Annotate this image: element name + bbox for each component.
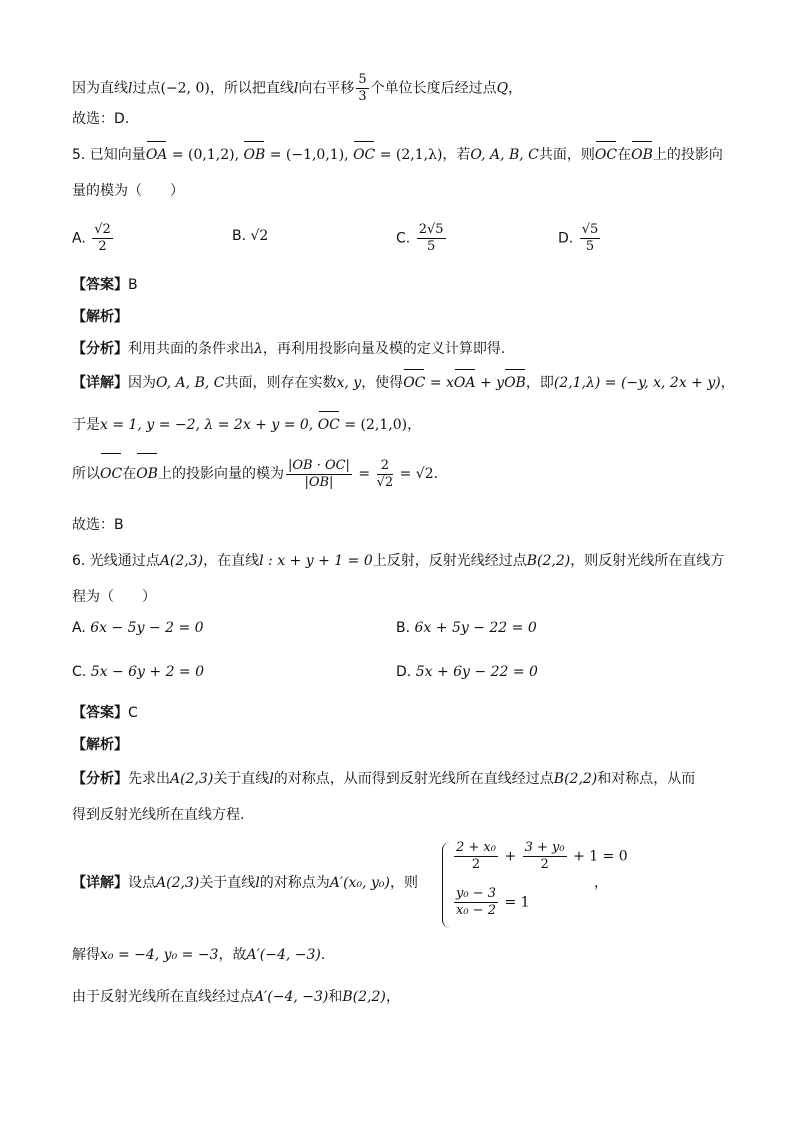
- answer-value: B: [128, 277, 138, 293]
- question-6-stem: [72, 550, 734, 572]
- text-line: [72, 72, 734, 105]
- text: 的对称点为: [259, 875, 330, 891]
- math: = (2,1,0): [339, 417, 408, 433]
- vector: OC: [403, 372, 425, 394]
- text: 利用共面的条件求出: [128, 341, 254, 357]
- math: A(2,3): [159, 553, 204, 569]
- text: 向右平移: [298, 80, 355, 97]
- math: √2: [250, 228, 269, 244]
- answer-tag: 【答案】: [72, 277, 128, 293]
- vector: OB: [243, 144, 265, 166]
- detail-line: [72, 456, 734, 492]
- text: 共面，则存在实数: [224, 375, 337, 391]
- option-label: B.: [232, 228, 247, 244]
- fraction: $\frac{\text{2 + x₀}}{2}$: [456, 840, 496, 872]
- fraction: $\frac{\text{y₀ − 3}}{\text{x₀ − 2}}$: [456, 886, 496, 918]
- math: A(2,3): [156, 875, 200, 891]
- math: A′(−4, −3): [246, 947, 321, 963]
- option-c: [396, 222, 448, 255]
- option-b: [396, 620, 537, 636]
- math: (2,1,λ) = (−y, x, 2x + y): [553, 375, 721, 391]
- system-row-2: [452, 886, 530, 919]
- analysis-line-cont: 得到反射光线所在直线方程.: [72, 807, 245, 823]
- text: 过点: [132, 80, 161, 97]
- math: = (−1,0,1),: [265, 147, 354, 163]
- math: x = 1, y = −2, λ = 2x + y = 0,: [100, 417, 318, 433]
- analysis-tag: 【解析】: [72, 737, 128, 753]
- option-label: A.: [72, 230, 86, 247]
- answer-line: [72, 274, 734, 296]
- text: 由于反射光线所在直线经过点: [72, 989, 254, 1005]
- question-5-stem: [72, 144, 734, 166]
- vector: OB: [631, 144, 653, 166]
- text: 的对称点，从而得到反射光线所在直线经过点: [273, 771, 554, 787]
- text: 和: [328, 989, 343, 1005]
- text: ，再利用投影向量及模的定义计算即得.: [262, 341, 506, 357]
- text: 先求出: [128, 771, 170, 787]
- text: ，使得: [361, 375, 404, 391]
- text: 上的投影向量的模为: [157, 466, 284, 482]
- detail-line: [72, 872, 734, 894]
- text: ，故: [218, 947, 247, 963]
- text-line: 故选：D.: [72, 111, 130, 127]
- option-b: [232, 228, 268, 244]
- math: B(2,2): [526, 553, 571, 569]
- math: A′(−4, −3): [254, 989, 329, 1005]
- math: 6x − 5y − 2 = 0: [90, 620, 204, 636]
- text: 在: [122, 466, 137, 482]
- option-a: [72, 620, 204, 636]
- math: + y: [475, 375, 505, 391]
- detail-line: [72, 414, 734, 436]
- text: 和对称点，从而: [597, 771, 696, 787]
- fraction: $\frac{√2}{2}$: [94, 222, 111, 254]
- detail-line: [72, 986, 734, 1008]
- math: (−2, 0): [160, 80, 210, 97]
- fraction: $\frac{2√5}{5}$: [418, 222, 444, 254]
- option-c: [72, 664, 204, 680]
- text: ，在直线: [203, 553, 260, 569]
- question-5-stem-cont: 量的模为（ ）: [72, 183, 184, 199]
- fraction: $\frac{\text{3 + y₀}}{2}$: [524, 840, 565, 872]
- math: = 1: [504, 894, 530, 911]
- text: 在: [617, 147, 632, 163]
- text: 解得: [72, 947, 100, 963]
- text: .: [320, 947, 326, 963]
- math: 6x + 5y − 22 = 0: [414, 620, 537, 636]
- math: O, A, B, C: [470, 147, 539, 163]
- math: =: [353, 466, 375, 482]
- text: ，则: [389, 875, 418, 891]
- math: l: [128, 80, 133, 97]
- math: A(2,3): [170, 771, 214, 787]
- vector: OC: [353, 144, 375, 166]
- analysis-line: [72, 768, 734, 790]
- option-label: D.: [396, 664, 412, 680]
- math: + 1 = 0: [573, 848, 628, 865]
- vector: OB: [136, 456, 158, 492]
- text: 上反射，反射光线经过点: [372, 553, 527, 569]
- fraction: $\frac{5}{3}$: [358, 72, 367, 104]
- system-row-1: [452, 840, 628, 873]
- math: +: [504, 848, 517, 865]
- text: 于是: [72, 417, 100, 433]
- text: ，若: [442, 147, 471, 163]
- text: 因为直线: [72, 80, 128, 97]
- math: x, y: [336, 375, 362, 391]
- math: λ: [254, 341, 263, 357]
- math: A′(x₀, y₀): [329, 875, 390, 891]
- detail-line: [72, 944, 734, 966]
- answer-value: C: [128, 705, 138, 721]
- option-label: B.: [396, 620, 411, 636]
- vector: OC: [318, 414, 340, 436]
- text: 个单位长度后经过点: [370, 80, 497, 97]
- math: l: [255, 875, 260, 891]
- math: Q: [496, 80, 509, 97]
- section-tag: 【详解】: [72, 375, 128, 391]
- math: = (2,1,λ): [375, 147, 443, 163]
- option-label: C.: [396, 230, 411, 247]
- vector: OA: [146, 144, 168, 166]
- option-label: D.: [558, 230, 574, 247]
- text: 设点: [128, 875, 156, 891]
- text: ，则反射光线所在直线方: [570, 553, 725, 569]
- text: 关于直线: [199, 875, 256, 891]
- text: ，: [594, 875, 608, 891]
- text: .: [433, 466, 439, 482]
- math: l: [269, 771, 274, 787]
- text: 5. 已知向量: [72, 147, 146, 163]
- text: 所以: [72, 466, 100, 482]
- text: 因为: [128, 375, 156, 391]
- text: ，即: [525, 375, 554, 391]
- option-label: A.: [72, 620, 86, 636]
- math: = (0,1,2),: [167, 147, 244, 163]
- math: = x: [425, 375, 454, 391]
- question-6-stem-cont: 程为（ ）: [72, 589, 156, 605]
- math: B(2,2): [342, 989, 386, 1005]
- math: l: [293, 80, 299, 97]
- analysis-line: [72, 338, 734, 360]
- math: O, A, B, C: [156, 375, 225, 391]
- section-tag: 【分析】: [72, 771, 128, 787]
- text: ，: [385, 989, 400, 1005]
- fraction: $\frac{2}{√2}$: [376, 457, 394, 490]
- text: ，: [407, 417, 422, 433]
- text: 6. 光线通过点: [72, 553, 160, 569]
- text: 共面，则: [538, 147, 595, 163]
- answer-line: [72, 702, 734, 724]
- fraction: $\frac{√5}{5}$: [581, 222, 599, 254]
- math: B(2,2): [553, 771, 598, 787]
- option-d: [396, 664, 538, 680]
- text: ，: [508, 80, 523, 97]
- answer-tag: 【答案】: [72, 705, 128, 721]
- math: 5x − 6y + 2 = 0: [90, 664, 205, 680]
- math: = √2: [395, 466, 434, 482]
- text-line: 故选：B: [72, 517, 124, 533]
- analysis-tag: 【解析】: [72, 309, 128, 325]
- math: 5x + 6y − 22 = 0: [415, 664, 538, 680]
- vector: OB: [504, 372, 526, 394]
- section-tag: 【分析】: [72, 341, 128, 357]
- vector: OA: [454, 372, 476, 394]
- detail-line: [72, 372, 734, 394]
- option-a: [72, 222, 115, 255]
- fraction: $\frac{|OB \cdot OC|}{|OB|}$: [287, 457, 350, 490]
- text: ，: [720, 375, 735, 391]
- vector: OC: [595, 144, 617, 166]
- text: ，所以把直线: [209, 80, 294, 97]
- option-d: [558, 222, 602, 255]
- section-tag: 【详解】: [72, 875, 128, 891]
- vector: OC: [100, 456, 122, 492]
- math: x₀ = −4, y₀ = −3: [100, 947, 219, 963]
- text: 关于直线: [213, 771, 270, 787]
- math: l : x + y + 1 = 0: [259, 553, 373, 569]
- text: 上的投影向: [652, 147, 723, 163]
- option-label: C.: [72, 664, 87, 680]
